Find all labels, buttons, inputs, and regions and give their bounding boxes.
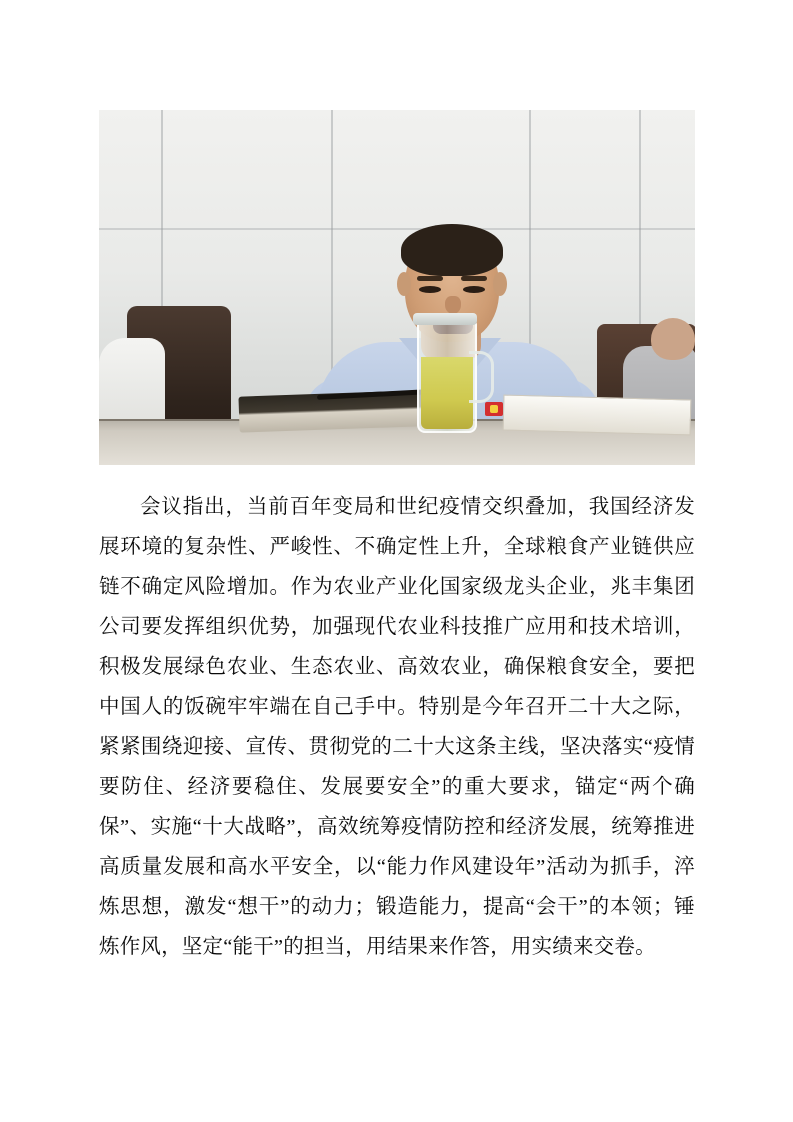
- document-content: [99, 110, 695, 988]
- speaker-eye-right: [463, 286, 485, 293]
- body-paragraph: 会议指出，当前百年变局和世纪疫情交织叠加，我国经济发展环境的复杂性、严峻性、不确定性上升，全球粮食产业链供应链不确定风险增加。作为农业产业化国家级龙头企业，兆丰集团公司要发挥组织优势，加强现代农业科技推广应用和技术培训，积极发展绿色农业、生态农业、高效农业，确保粮食安全，要把中国人的饭碗牢牢端在自己手中。特别是今年召开二十大之际，紧紧围绕迎接、宣传、贯彻党的二十大这条主线，坚决落实“疫情要防住、经济要稳住、发展要安全”的重大要求，锚定“两个确保”、实施“十大战略”，高效统筹疫情防控和经济发展，统筹推进高质量发展和高水平安全，以“能力作风建设年”活动为抓手，淬炼思想，激发“想干”的动力；锻造能力，提高“会干”的本领；锤炼作风，坚定“能干”的担当，用结果来作答，用实绩来交卷。: [99, 496, 695, 958]
- wall-seam-horizontal: [99, 228, 695, 230]
- glass-lid: [413, 313, 477, 325]
- documents-stack: [503, 395, 692, 436]
- speaker-ear-left: [397, 272, 411, 296]
- speaker-ear-right: [493, 272, 507, 296]
- glass-handle: [469, 351, 494, 403]
- attendee-right-head: [651, 318, 695, 360]
- meeting-photo: [99, 110, 695, 465]
- tea-liquid: [421, 357, 473, 429]
- speaker-brow-right: [461, 276, 487, 281]
- party-emblem-pin: [485, 402, 503, 416]
- speaker-nose: [445, 296, 461, 314]
- speaker-eye-left: [419, 286, 441, 293]
- tea-glass: [417, 319, 477, 433]
- speaker-brow-left: [417, 276, 443, 281]
- speaker-hair: [401, 224, 503, 276]
